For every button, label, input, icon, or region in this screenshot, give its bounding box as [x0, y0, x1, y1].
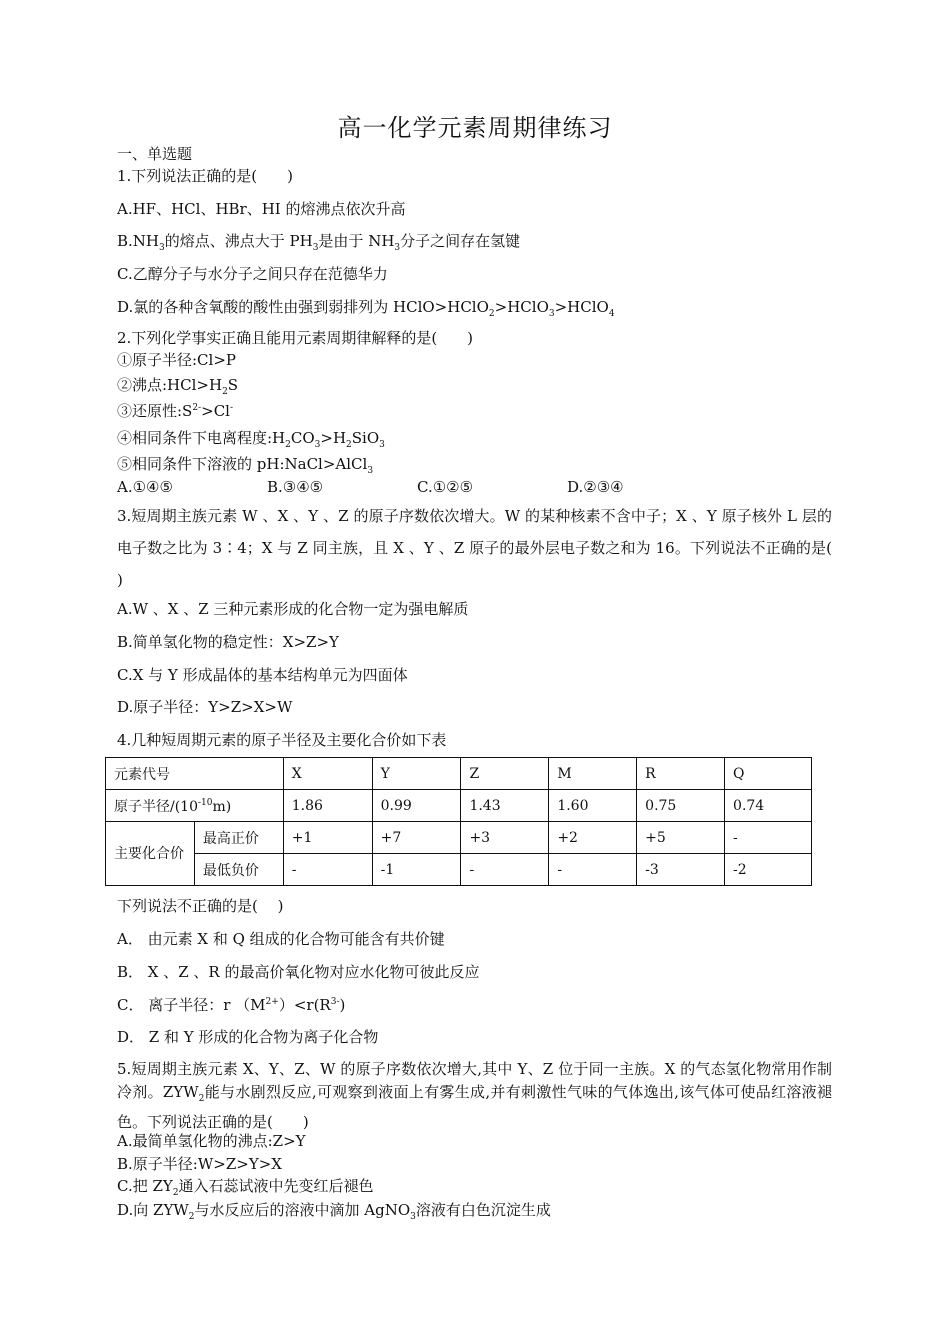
table-cell: -: [725, 822, 812, 854]
table-cell: -: [549, 854, 637, 886]
table-cell: 1.86: [283, 790, 372, 822]
table-cell: 1.43: [461, 790, 549, 822]
table-header-cell: Q: [725, 758, 812, 790]
table-cell: 0.74: [725, 790, 812, 822]
q2-option-b: B.③④⑤: [267, 478, 324, 496]
q3-option-b: B.简单氢化物的稳定性：X>Z>Y: [117, 633, 339, 651]
q5-option-d: D.向 $ZYW_2$与水反应后的溶液中滴加 AgNO$_3$溶液有白色沉淀生成: [117, 1201, 551, 1222]
table-header-cell: Z: [461, 758, 549, 790]
table-cell: +2: [549, 822, 637, 854]
table-header-cell: X: [283, 758, 372, 790]
q2-stem: 2.下列化学事实正确且能用元素周期律解释的是( ): [117, 329, 474, 347]
table-cell: -: [461, 854, 549, 886]
q1-option-c: C.乙醇分子与水分子之间只存在范德华力: [117, 265, 388, 283]
q4-after: 下列说法不正确的是( ): [117, 897, 284, 915]
q3-option-d: D.原子半径：Y>Z>X>W: [117, 698, 293, 716]
table-header-cell: M: [549, 758, 637, 790]
element-table: [105, 757, 812, 886]
q3-option-a: A.W 、X 、Z 三种元素形成的化合物一定为强电解质: [117, 600, 469, 618]
q4-option-d: D． Z 和 Y 形成的化合物为离子化合物: [117, 1028, 379, 1046]
table-header-row: [106, 758, 812, 790]
q2-option-d: D.②③④: [567, 478, 624, 496]
table-cell: -3: [637, 854, 725, 886]
table-header-cell: Y: [372, 758, 461, 790]
q3-stem: 3.短周期主族元素 W 、X 、Y 、Z 的原子序数依次增大。W 的某种核素不含中子；X 、Y 原子核外 L 层的电子数之比为 3∶4；X 与 Z 同主族，且 X 、Y 、Z 原子的最外层电子数之和为 16。下列说法不正确的是( ): [117, 507, 852, 589]
q3-option-c: C.X 与 Y 形成晶体的基本结构单元为四面体: [117, 666, 408, 684]
q4-option-a: A． 由元素 X 和 Q 组成的化合物可能含有共价键: [117, 930, 445, 948]
q4-stem: 4.几种短周期元素的原子半径及主要化合价如下表: [117, 731, 447, 749]
q1-option-d: D.氯的各种含氧酸的酸性由强到弱排列为 HClO>HClO$_2$>HClO$_3$>HClO$_4$: [117, 298, 615, 319]
table-row-radius: [106, 790, 812, 822]
table-row-label: 原子半径$/(10^{-10}m)$: [106, 790, 284, 822]
table-row-min: [106, 854, 812, 886]
q5-stem: 5.短周期主族元素 X、Y、Z、W 的原子序数依次增大,其中 Y、Z 位于同一主族。X 的气态氢化物常用作制冷剂。$ZYW_2$能与水剧烈反应,可观察到液面上有雾生成,并有刺激性气味的气体逸出,该气体可使品红溶液褪色。下列说法正确的是( ): [117, 1060, 832, 1131]
table-header-cell: R: [637, 758, 725, 790]
table-cell: +3: [461, 822, 549, 854]
q2-item-4: ④相同条件下电离程度$:H_2CO_3>H_2SiO_3$: [117, 429, 385, 450]
q2-item-2: ②沸点$:HCl>H_2S$: [117, 376, 239, 397]
q2-item-5: ⑤相同条件下溶液的 pH:NaCl>AlCl$_3$: [117, 455, 374, 476]
q1-stem: 1.下列说法正确的是( ): [117, 167, 294, 185]
section-heading: 一、单选题: [117, 145, 193, 163]
q2-item-1: ①原子半径:Cl>P: [117, 351, 236, 369]
table-row-sublabel: 最低负价: [194, 854, 283, 886]
q5-option-a: A.最简单氢化物的沸点:Z>Y: [117, 1132, 306, 1150]
q2-item-3: ③还原性$:S^{2-}>Cl^-$: [117, 402, 234, 420]
q2-options: [117, 478, 624, 496]
table-row-label: 主要化合价: [106, 822, 195, 886]
table-cell: -: [283, 854, 372, 886]
table-cell: 1.60: [549, 790, 637, 822]
table-cell: -1: [372, 854, 461, 886]
q5-option-c: C.把 $ZY_2$通入石蕊试液中先变红后褪色: [117, 1177, 374, 1198]
table-header-cell: 元素代号: [106, 758, 284, 790]
table-row-max: [106, 822, 812, 854]
table-cell: +1: [283, 822, 372, 854]
q2-option-a: A.①④⑤: [117, 478, 173, 496]
table-cell: +5: [637, 822, 725, 854]
q4-option-b: B． X 、Z 、R 的最高价氧化物对应水化物可彼此反应: [117, 963, 480, 981]
table-row-sublabel: 最高正价: [194, 822, 283, 854]
document-title: 高一化学元素周期律练习: [337, 114, 613, 142]
q5-option-b: B.原子半径:W>Z>Y>X: [117, 1155, 282, 1173]
q4-option-c: C． 离子半径：r $(M^{2+})<r(R^{3-})$: [117, 996, 346, 1014]
q2-option-c: C.①②⑤: [417, 478, 474, 496]
q1-option-b: $B.NH_3$的熔点、沸点大于 $PH_3$是由于 $NH_3$分子之间存在氢键: [117, 232, 521, 253]
table-cell: 0.99: [372, 790, 461, 822]
q1-option-a: A.HF、HCl、HBr、HI 的熔沸点依次升高: [117, 200, 406, 218]
table-cell: +7: [372, 822, 461, 854]
table-cell: 0.75: [637, 790, 725, 822]
table-cell: -2: [725, 854, 812, 886]
